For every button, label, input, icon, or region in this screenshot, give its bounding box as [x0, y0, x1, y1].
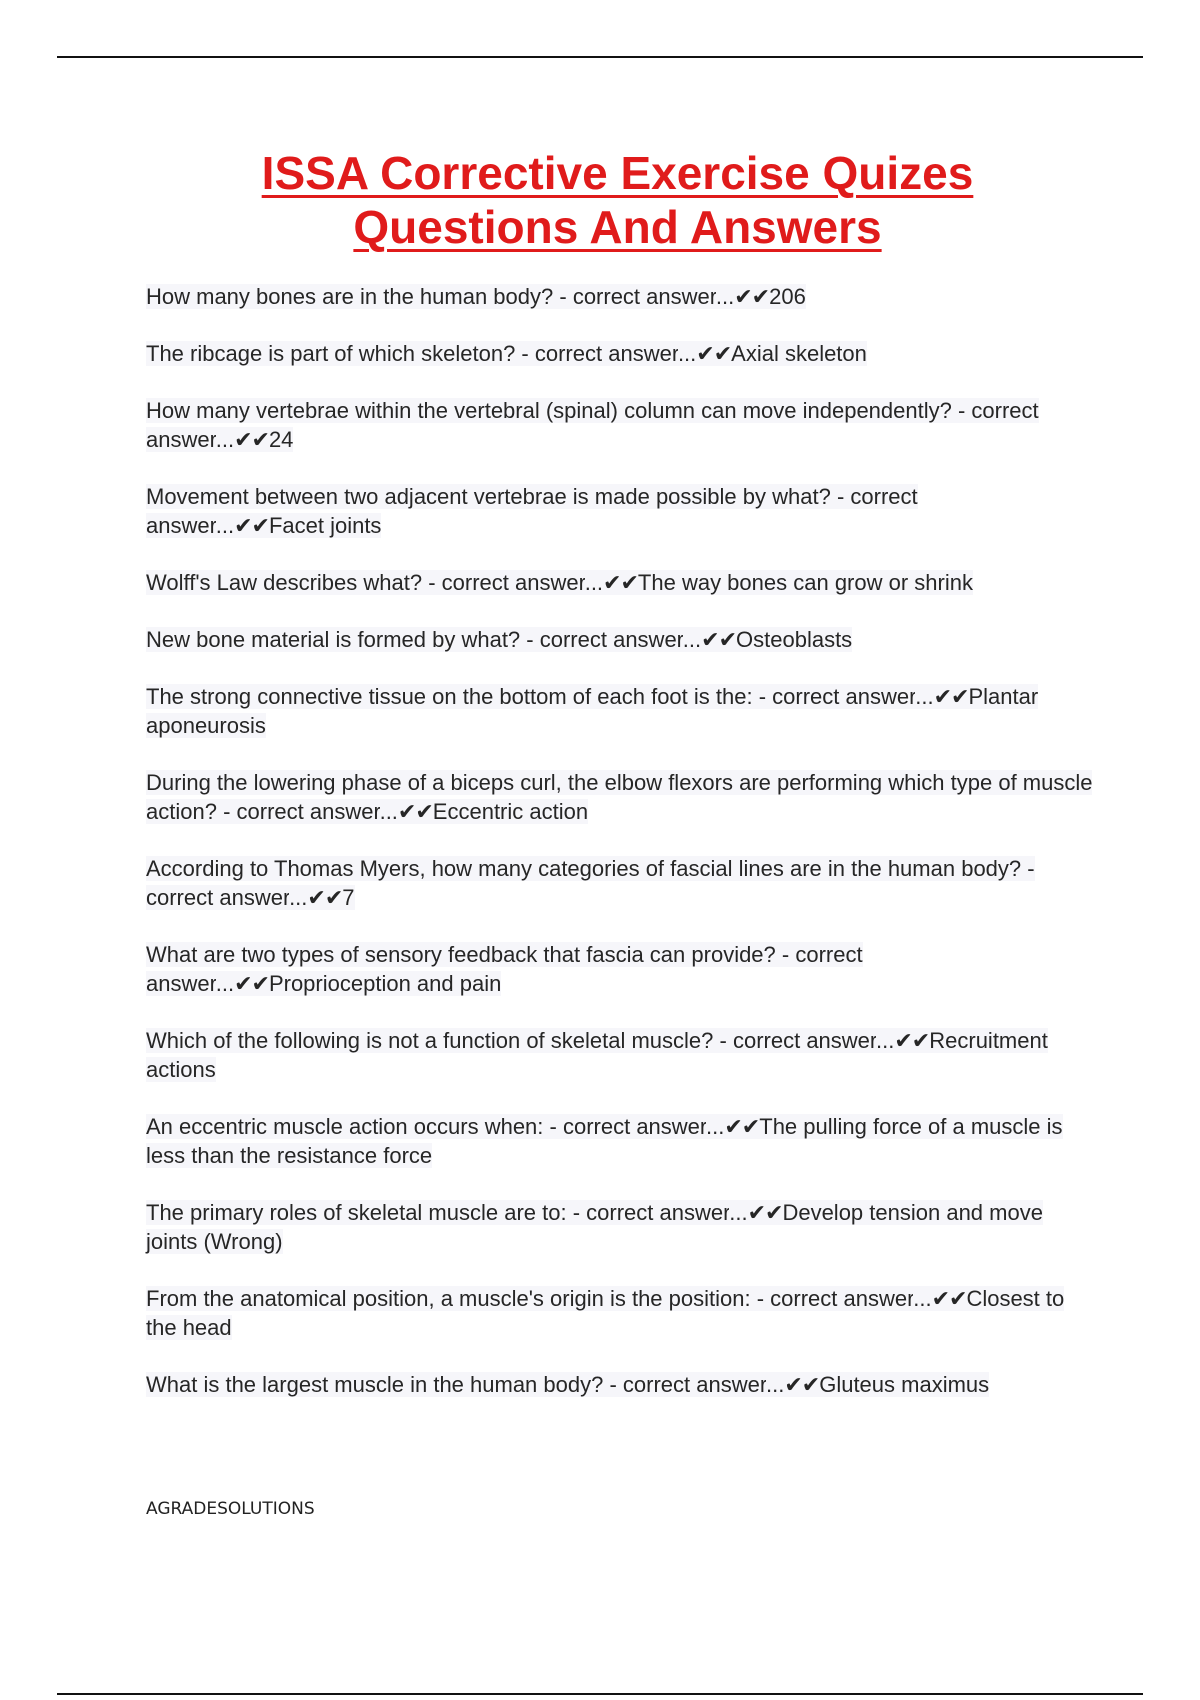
qa-item: [146, 1026, 1096, 1084]
check-icon: ... ✔✔: [216, 427, 269, 452]
qa-item: [146, 940, 1096, 998]
answer-prefix: correct answer: [562, 1114, 707, 1139]
answer-prefix: correct answer: [732, 1028, 877, 1053]
question-text: The ribcage is part of which skeleton?: [146, 341, 516, 366]
answer-text: Osteoblasts: [736, 627, 853, 652]
question-text: Which of the following is not a function of skeletal muscle?: [146, 1028, 714, 1053]
answer-prefix: correct answer: [772, 684, 916, 709]
answer-text: Eccentric action: [432, 799, 589, 824]
check-icon: ... ✔✔: [683, 627, 736, 652]
qa-item: [146, 339, 1096, 368]
question-text: How many vertebrae within the vertebral (spinal) column can move independently?: [146, 398, 952, 423]
answer-prefix: correct answer: [146, 885, 290, 910]
check-icon: ... ✔✔: [706, 1114, 759, 1139]
title-line-1: ISSA Corrective Exercise Quizes: [261, 147, 974, 199]
title-line-2: Questions And Answers: [353, 201, 882, 253]
answer-text: The way bones can grow or shrink: [637, 570, 973, 595]
top-rule: [57, 56, 1143, 58]
qa-list: [146, 282, 1096, 1427]
answer-prefix: correct answer: [572, 284, 716, 309]
qa-item: [146, 1198, 1096, 1256]
qa-item: [146, 482, 1096, 540]
question-text: What is the largest muscle in the human body?: [146, 1372, 604, 1397]
answer-text: Develop tension and move joints (Wrong): [146, 1200, 1043, 1254]
qa-item: [146, 1112, 1096, 1170]
question-text: Wolff's Law describes what?: [146, 570, 423, 595]
answer-prefix: correct answer: [534, 341, 678, 366]
answer-prefix: correct answer: [236, 799, 380, 824]
answer-prefix: correct answer: [586, 1200, 730, 1225]
qa-item: [146, 282, 1096, 311]
question-text: According to Thomas Myers, how many categories of fascial lines are in the human body?: [146, 856, 1022, 881]
check-icon: ... ✔✔: [380, 799, 433, 824]
question-text: Movement between two adjacent vertebrae is made possible by what?: [146, 484, 831, 509]
check-icon: ... ✔✔: [876, 1028, 929, 1053]
qa-item: [146, 1284, 1096, 1342]
answer-prefix: correct answer: [146, 484, 918, 538]
qa-item: [146, 396, 1096, 454]
answer-prefix: correct answer: [146, 942, 863, 996]
answer-text: The pulling force of a muscle is less than the resistance force: [146, 1114, 1063, 1168]
check-icon: ... ✔✔: [289, 885, 342, 910]
question-text: An eccentric muscle action occurs when:: [146, 1114, 544, 1139]
answer-text: Closest to the head: [146, 1286, 1065, 1340]
answer-prefix: correct answer: [539, 627, 683, 652]
question-text: The strong connective tissue on the bottom of each foot is the:: [146, 684, 753, 709]
check-icon: ... ✔✔: [915, 684, 968, 709]
answer-prefix: correct answer: [441, 570, 585, 595]
check-icon: ... ✔✔: [716, 284, 769, 309]
check-icon: ... ✔✔: [216, 971, 269, 996]
check-icon: ... ✔✔: [678, 341, 731, 366]
answer-text: Facet joints: [268, 513, 382, 538]
footer-brand: AGRADESOLUTIONS: [146, 1499, 315, 1519]
answer-text: Proprioception and pain: [268, 971, 502, 996]
answer-text: 7: [342, 885, 355, 910]
qa-item: [146, 625, 1096, 654]
check-icon: ... ✔✔: [913, 1286, 966, 1311]
bottom-rule: [57, 1693, 1143, 1695]
answer-text: Plantar aponeurosis: [146, 684, 1039, 738]
check-icon: ... ✔✔: [766, 1372, 819, 1397]
question-text: The primary roles of skeletal muscle are to:: [146, 1200, 567, 1225]
document-title: [0, 146, 1200, 254]
answer-prefix: correct answer: [146, 398, 1039, 452]
check-icon: ... ✔✔: [216, 513, 269, 538]
answer-text: Axial skeleton: [731, 341, 867, 366]
qa-item: [146, 682, 1096, 740]
answer-text: Gluteus maximus: [819, 1372, 990, 1397]
question-text: How many bones are in the human body?: [146, 284, 554, 309]
answer-text: 24: [268, 427, 294, 452]
check-icon: ... ✔✔: [729, 1200, 782, 1225]
qa-item: [146, 568, 1096, 597]
check-icon: ... ✔✔: [585, 570, 638, 595]
answer-text: Recruitment actions: [146, 1028, 1048, 1082]
qa-item: [146, 854, 1096, 912]
question-text: From the anatomical position, a muscle's origin is the position:: [146, 1286, 751, 1311]
question-text: What are two types of sensory feedback that fascia can provide?: [146, 942, 776, 967]
qa-item: [146, 768, 1096, 826]
answer-prefix: correct answer: [770, 1286, 914, 1311]
question-text: New bone material is formed by what?: [146, 627, 521, 652]
question-text: During the lowering phase of a biceps curl, the elbow flexors are performing which type of muscle action?: [146, 770, 1093, 824]
qa-item: [146, 1370, 1096, 1399]
answer-text: 206: [769, 284, 806, 309]
answer-prefix: correct answer: [622, 1372, 766, 1397]
